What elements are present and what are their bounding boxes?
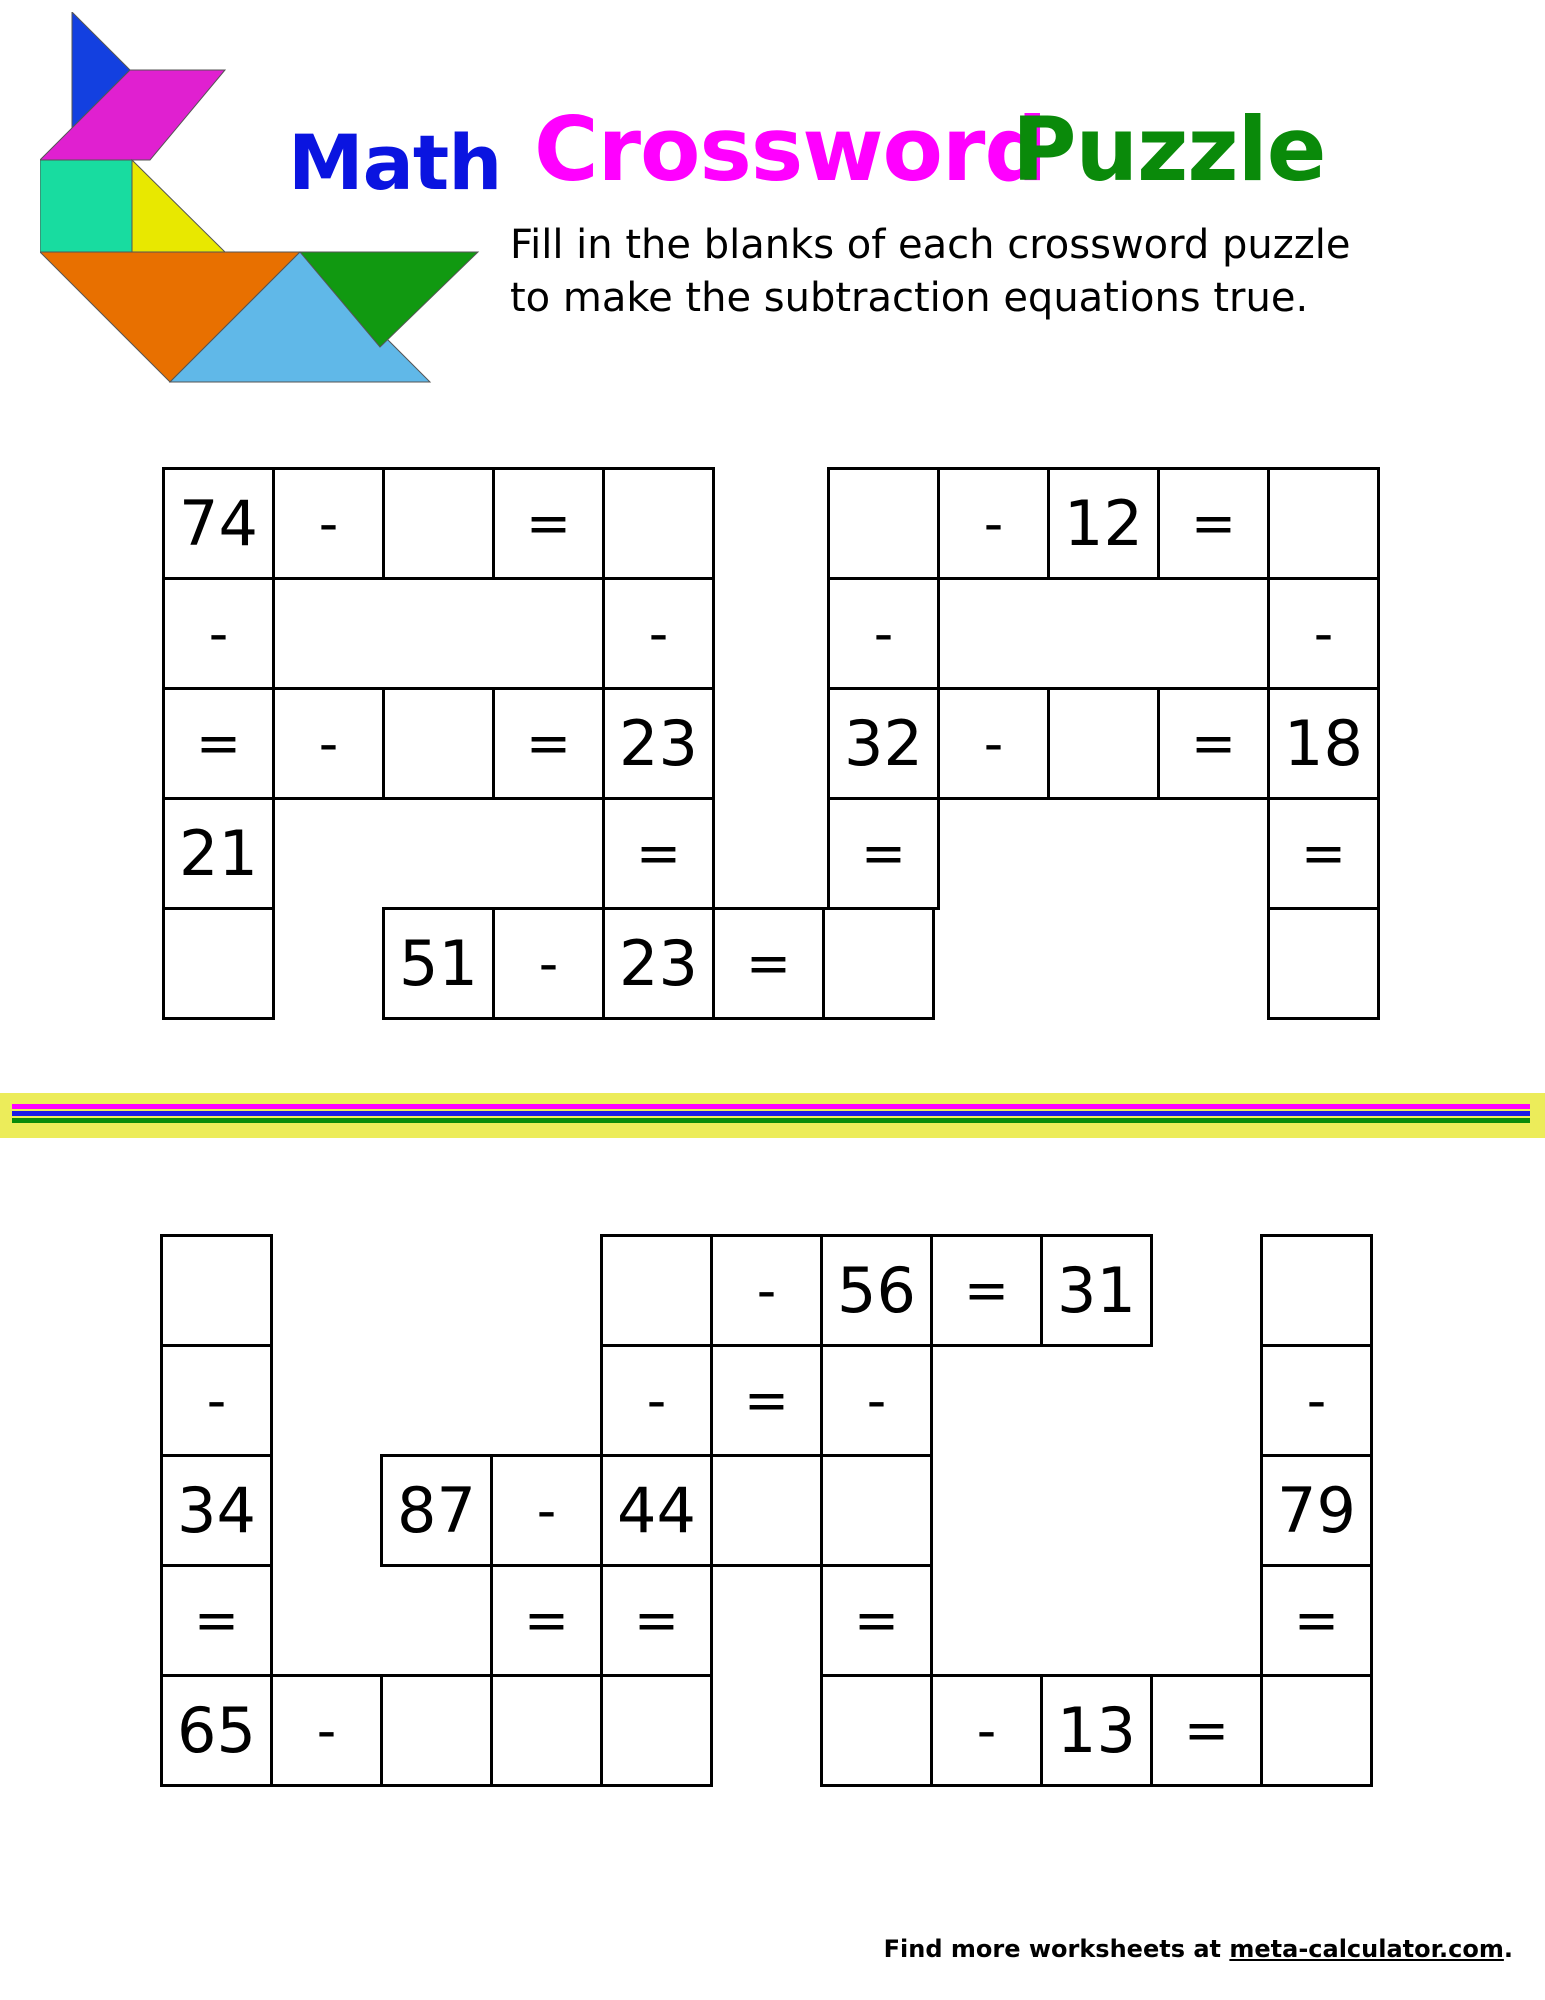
puzzle-1-cell-equals-sign: =	[492, 687, 605, 800]
puzzle-1-cell-minus-sign: -	[602, 577, 715, 690]
puzzle-3-cell-blank[interactable]	[600, 1234, 713, 1347]
divider-stripe	[12, 1104, 1530, 1109]
puzzle-2-cell-blank[interactable]	[1047, 687, 1160, 800]
puzzle-3-cell-minus-sign: -	[820, 1344, 933, 1457]
puzzle-2-cell-equals-sign: =	[1157, 467, 1270, 580]
puzzle-2-cell-blank[interactable]	[1267, 467, 1380, 580]
divider-stripe	[12, 1111, 1530, 1116]
title-puzzle: Puzzle	[1012, 98, 1326, 201]
puzzle-3-cell-equals-sign: =	[1260, 1564, 1373, 1677]
puzzle-3-cell-number: 34	[160, 1454, 273, 1567]
footer-suffix: .	[1503, 1935, 1513, 1963]
puzzle-3-cell-equals-sign: =	[160, 1564, 273, 1677]
puzzle-2-cell-minus-sign: -	[937, 467, 1050, 580]
puzzle-2-cell-blank[interactable]	[1267, 907, 1380, 1020]
puzzle-3-cell-equals-sign: =	[710, 1344, 823, 1457]
puzzle-3-cell-blank[interactable]	[820, 1454, 933, 1567]
puzzle-1-cell-blank[interactable]	[602, 467, 715, 580]
puzzle-3-cell-blank[interactable]	[1260, 1234, 1373, 1347]
puzzle-1-cell-number: 21	[162, 797, 275, 910]
puzzle-3-cell-minus-sign: -	[160, 1344, 273, 1457]
footer-link[interactable]: meta-calculator.com	[1229, 1935, 1504, 1963]
instructions-line-1: Fill in the blanks of each crossword puzzle	[510, 222, 1351, 268]
puzzle-2-cell-number: 18	[1267, 687, 1380, 800]
puzzle-1-cell-minus-sign: -	[492, 907, 605, 1020]
puzzle-1-cell-number: 51	[382, 907, 495, 1020]
puzzle-1-cell-blank[interactable]	[822, 907, 935, 1020]
puzzle-3-cell-minus-sign: -	[490, 1454, 603, 1567]
puzzle-2-cell-minus-sign: -	[937, 687, 1050, 800]
footer-prefix: Find more worksheets at	[883, 1935, 1230, 1963]
puzzle-3-cell-number: 79	[1260, 1454, 1373, 1567]
puzzle-3-cell-number: 65	[160, 1674, 273, 1787]
puzzle-1-cell-number: 23	[602, 907, 715, 1020]
puzzle-1-cell-number: 74	[162, 467, 275, 580]
section-divider	[0, 1093, 1545, 1138]
puzzle-3-cell-blank[interactable]	[710, 1454, 823, 1567]
puzzle-1-cell-minus-sign: -	[272, 687, 385, 800]
puzzle-1-cell-equals-sign: =	[492, 467, 605, 580]
divider-stripe	[12, 1118, 1530, 1123]
title-math: Math	[288, 118, 502, 207]
puzzle-1-cell-blank[interactable]	[382, 467, 495, 580]
puzzle-3-cell-number: 56	[820, 1234, 933, 1347]
puzzle-1-cell-number: 23	[602, 687, 715, 800]
puzzle-2-cell-minus-sign: -	[1267, 577, 1380, 690]
puzzle-1-cell-equals-sign: =	[712, 907, 825, 1020]
puzzle-3-cell-minus-sign: -	[270, 1674, 383, 1787]
puzzle-3-cell-number: 13	[1040, 1674, 1153, 1787]
puzzle-3-cell-blank[interactable]	[600, 1674, 713, 1787]
puzzle-1-cell-blank[interactable]	[162, 907, 275, 1020]
puzzle-3-cell-blank[interactable]	[820, 1674, 933, 1787]
puzzle-3-cell-minus-sign: -	[710, 1234, 823, 1347]
puzzle-3-cell-equals-sign: =	[600, 1564, 713, 1677]
puzzle-3-cell-blank[interactable]	[160, 1234, 273, 1347]
puzzle-3-cell-minus-sign: -	[1260, 1344, 1373, 1457]
puzzle-3-cell-equals-sign: =	[490, 1564, 603, 1677]
footer-note	[884, 1935, 1513, 1963]
puzzle-2-cell-minus-sign: -	[827, 577, 940, 690]
puzzle-3-cell-blank[interactable]	[490, 1674, 603, 1787]
puzzle-1-cell-equals-sign: =	[602, 797, 715, 910]
puzzle-3-cell-blank[interactable]	[380, 1674, 493, 1787]
puzzle-3-cell-number: 44	[600, 1454, 713, 1567]
puzzle-3-cell-number: 31	[1040, 1234, 1153, 1347]
puzzle-3-cell-equals-sign: =	[1150, 1674, 1263, 1787]
puzzle-1-cell-equals-sign: =	[162, 687, 275, 800]
puzzle-2-cell-number: 12	[1047, 467, 1160, 580]
puzzle-3-cell-equals-sign: =	[930, 1234, 1043, 1347]
puzzle-3-cell-minus-sign: -	[930, 1674, 1043, 1787]
puzzle-2-cell-equals-sign: =	[1267, 797, 1380, 910]
puzzle-1-cell-minus-sign: -	[272, 467, 385, 580]
puzzle-3-cell-minus-sign: -	[600, 1344, 713, 1457]
puzzle-3-cell-blank[interactable]	[1260, 1674, 1373, 1787]
puzzle-2-cell-equals-sign: =	[1157, 687, 1270, 800]
puzzle-3-cell-number: 87	[380, 1454, 493, 1567]
title-crossword: Crossword	[534, 98, 1047, 201]
puzzle-1-cell-minus-sign: -	[162, 577, 275, 690]
puzzle-2-cell-blank[interactable]	[827, 467, 940, 580]
puzzle-2-cell-number: 32	[827, 687, 940, 800]
puzzle-2-cell-equals-sign: =	[827, 797, 940, 910]
puzzle-3-cell-equals-sign: =	[820, 1564, 933, 1677]
puzzle-1-cell-blank[interactable]	[382, 687, 495, 800]
instructions-line-2: to make the subtraction equations true.	[510, 275, 1309, 321]
